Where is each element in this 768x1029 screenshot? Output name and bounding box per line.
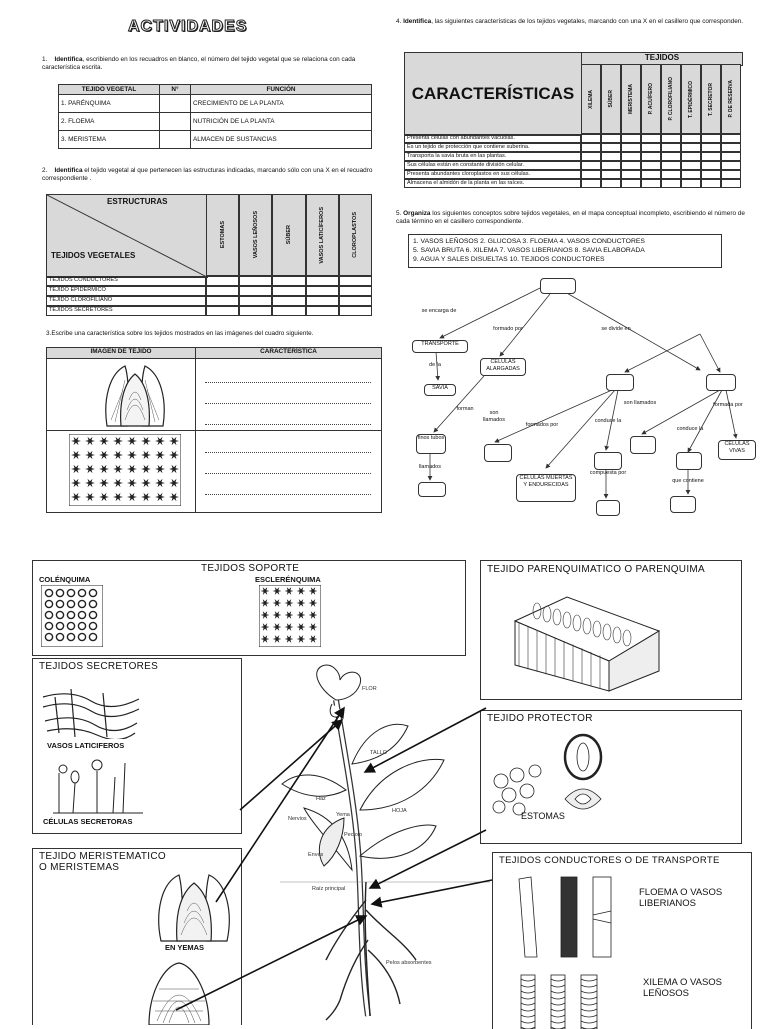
meristem-bud-image	[151, 869, 237, 943]
plant-label-pelos: Pelos absorbentes	[386, 960, 432, 966]
stomata-image	[489, 727, 649, 819]
q4-checkbox-cell[interactable]	[721, 179, 741, 188]
concept-map	[400, 272, 760, 528]
plant-label-tallo: TALLO	[370, 750, 388, 756]
map-empty-box[interactable]	[706, 374, 736, 391]
box-title: TEJIDOS SOPORTE	[201, 563, 300, 574]
q4-checkbox-cell[interactable]	[601, 179, 621, 188]
q3-table	[46, 347, 382, 513]
map-empty-box[interactable]	[484, 444, 512, 462]
q2-checkbox-cell[interactable]	[306, 286, 339, 296]
question-3: 3.Escribe una característica sobre los tejidos mostrados en las imágenes del cuadro siguiente.	[46, 330, 314, 337]
q4-checkbox-cell[interactable]	[701, 152, 721, 161]
sclerenchyma-image	[69, 434, 181, 506]
q1-funcion: CRECIMIENTO DE LA PLANTA	[191, 95, 372, 113]
map-empty-box[interactable]	[670, 496, 696, 513]
q4-checkbox-cell[interactable]	[601, 134, 621, 143]
question-4: 4. Identifica, las siguientes características de los tejidos vegetales, marcando con una X en el casillero que corresponden.	[396, 18, 744, 25]
map-link-label: formados por	[525, 422, 559, 428]
map-link-label: formado por	[493, 326, 523, 332]
q2-row-label: TEJIDOS CONDUCTORES	[46, 276, 206, 286]
q4-checkbox-cell[interactable]	[621, 134, 641, 143]
q4-checkbox-cell[interactable]	[661, 170, 681, 179]
q2-column-header: VASOS LEÑOSOS	[239, 194, 272, 276]
map-empty-box[interactable]	[418, 482, 446, 497]
label-celulas-secretoras: CÉLULAS SECRETORAS	[43, 817, 133, 826]
map-link-label: se encarga de	[421, 308, 457, 314]
xylem-image	[517, 973, 627, 1029]
q1-num-field[interactable]	[160, 131, 191, 149]
box-parenquima	[480, 560, 742, 700]
box-tejidos-soporte	[32, 560, 466, 656]
plant-diagram	[240, 660, 490, 1024]
q1-num-field[interactable]	[160, 95, 191, 113]
plant-label-yema: Yema	[336, 812, 350, 818]
q4-checkbox-cell[interactable]	[621, 161, 641, 170]
q4-checkbox-cell[interactable]	[641, 143, 661, 152]
box-title: TEJIDO PROTECTOR	[487, 713, 593, 724]
q4-row-label: Sus células están en constante división celular.	[404, 161, 581, 170]
q1-funcion: NUTRICIÓN DE LA PLANTA	[191, 113, 372, 131]
worksheet-title: ACTIVIDADES	[128, 18, 248, 35]
q4-column-header: P. DE RESERVA	[721, 64, 741, 134]
plant-label-nervios: Nervios	[288, 816, 307, 822]
q3-answer-lines-1[interactable]	[197, 372, 379, 425]
map-empty-box[interactable]	[596, 500, 620, 516]
q4-checkbox-cell[interactable]	[581, 134, 601, 143]
q1-header-num: N°	[160, 85, 191, 95]
q1-table	[58, 84, 372, 149]
table-row	[59, 131, 372, 149]
box-conductores	[492, 852, 752, 1029]
q2-checkbox-cell[interactable]	[272, 276, 305, 286]
q2-corner-bottom: TEJIDOS VEGETALES	[51, 251, 136, 260]
map-empty-box[interactable]	[630, 436, 656, 454]
diagonal-line	[47, 195, 207, 277]
box-title: TEJIDOS SECRETORES	[39, 661, 159, 672]
q1-header-tejido: TEJIDO VEGETAL	[59, 85, 160, 95]
q4-checkbox-cell[interactable]	[701, 170, 721, 179]
q2-row-label: TEJIDO CLOROFILIANO	[46, 296, 206, 306]
map-node-celulas-alargadas: CÉLULAS ALARGADAS	[480, 358, 526, 376]
q4-table	[404, 52, 742, 202]
q4-checkbox-cell[interactable]	[701, 179, 721, 188]
q2-checkbox-cell[interactable]	[239, 306, 272, 316]
q4-checkbox-cell[interactable]	[661, 179, 681, 188]
q4-checkbox-cell[interactable]	[681, 179, 701, 188]
secretory-cells-image	[53, 753, 143, 815]
q4-row-label: Es un tejido de protección que contiene suberina.	[404, 143, 581, 152]
colenchyma-image	[41, 585, 103, 647]
box-protector	[480, 710, 742, 844]
map-node-celulas-vivas: CÉLULAS VIVAS	[718, 440, 756, 460]
q4-big-label: CARACTERÍSTICAS	[404, 52, 582, 136]
q1-tejido: 1. PARÉNQUIMA	[59, 95, 160, 113]
q4-checkbox-cell[interactable]	[661, 152, 681, 161]
q4-checkbox-cell[interactable]	[581, 152, 601, 161]
box-title: TEJIDO PARENQUIMATICO O PARENQUIMA	[487, 564, 705, 575]
q4-checkbox-cell[interactable]	[701, 143, 721, 152]
q2-column-header: CLOROPLASTOS	[339, 194, 372, 276]
q4-group-header: TEJIDOS	[581, 52, 743, 66]
concepts-line: 1. VASOS LEÑOSOS 2. GLUCOSA 3. FLOEMA 4. VASOS CONDUCTORES	[413, 238, 645, 245]
map-link-label: se divide en	[601, 326, 631, 332]
q2-checkbox-cell[interactable]	[339, 286, 372, 296]
map-empty-box[interactable]	[594, 452, 622, 470]
q4-checkbox-cell[interactable]	[681, 143, 701, 152]
label-estomas: ESTOMAS	[521, 811, 565, 821]
concepts-line: 9. AGUA Y SALES DISUELTAS 10. TEJIDOS CONDUCTORES	[413, 256, 605, 263]
map-empty-box[interactable]	[606, 374, 634, 391]
q4-column-header: P. ACUÍFERO	[641, 64, 661, 134]
map-link-label: llamados	[418, 464, 441, 470]
q4-checkbox-cell[interactable]	[581, 143, 601, 152]
q3-header-imagen: IMAGEN DE TEJIDO	[47, 348, 196, 359]
q3-header-caracteristica: CARACTERÍSTICA	[196, 348, 381, 359]
parenchyma-image	[507, 591, 667, 695]
q4-checkbox-cell[interactable]	[721, 143, 741, 152]
box-secretores	[32, 658, 242, 834]
concepts-line: 5. SAVIA BRUTA 6. XILEMA 7. VASOS LIBERIANOS 8. SAVIA ELABORADA	[413, 247, 645, 254]
q4-column-header: T. SECRETOR	[701, 64, 721, 134]
q2-column-header: VASOS LATICÍFEROS	[306, 194, 339, 276]
q4-checkbox-cell[interactable]	[681, 134, 701, 143]
q4-row-label: Almacena el almidón de la planta en las raíces.	[404, 179, 581, 188]
q2-checkbox-cell[interactable]	[206, 296, 239, 306]
plant-label-raiz: Raíz principal	[312, 886, 346, 892]
q4-checkbox-cell[interactable]	[621, 179, 641, 188]
label-esclerenquima: ESCLERÉNQUIMA	[255, 575, 321, 584]
q4-checkbox-cell[interactable]	[701, 134, 721, 143]
map-link-label: de la	[429, 362, 441, 368]
q4-checkbox-cell[interactable]	[661, 161, 681, 170]
q4-checkbox-cell[interactable]	[601, 143, 621, 152]
map-empty-box[interactable]	[676, 452, 702, 470]
q4-checkbox-cell[interactable]	[601, 161, 621, 170]
q2-checkbox-cell[interactable]	[206, 306, 239, 316]
question-5: 5. Organiza los siguientes conceptos sobre tejidos vegetales, en el mapa conceptual incompleto, escribiendo el número de cada término en el casillero correspondiente.	[396, 210, 745, 225]
map-link-label: son llamados	[623, 400, 657, 406]
q4-checkbox-cell[interactable]	[681, 161, 701, 170]
q4-column-header: SÚBER	[601, 64, 621, 134]
q2-checkbox-cell[interactable]	[272, 296, 305, 306]
label-vasos-laticiferos: VASOS LATICIFEROS	[47, 741, 125, 750]
q4-row-label: Transporta la savia bruta en las plantas.	[404, 152, 581, 161]
q4-checkbox-cell[interactable]	[621, 170, 641, 179]
plant-label-enves: Envés	[308, 852, 324, 858]
q4-checkbox-cell[interactable]	[641, 179, 661, 188]
q4-checkbox-cell[interactable]	[601, 152, 621, 161]
map-link-label: conduce la	[676, 426, 704, 432]
q4-checkbox-cell[interactable]	[681, 170, 701, 179]
q4-row-label: Presenta abundantes cloroplastos en sus células.	[404, 170, 581, 179]
q4-checkbox-cell[interactable]	[681, 152, 701, 161]
q2-checkbox-cell[interactable]	[239, 296, 272, 306]
label-floema: FLOEMA O VASOS LIBERIANOS	[639, 887, 723, 909]
q2-checkbox-cell[interactable]	[306, 276, 339, 286]
map-link-label: forman	[456, 406, 474, 412]
q1-tejido: 3. MERISTEMA	[59, 131, 160, 149]
q4-checkbox-cell[interactable]	[621, 143, 641, 152]
root-tip-image	[145, 961, 213, 1025]
map-link-label: conduce la	[594, 418, 622, 424]
q1-num-field[interactable]	[160, 113, 191, 131]
q4-column-header: XILEMA	[581, 64, 601, 134]
q4-checkbox-cell[interactable]	[721, 152, 741, 161]
box-title: TEJIDO MERISTEMATICO O MERISTEMAS	[39, 851, 166, 873]
plant-label-peciolo: Peciolo	[344, 832, 363, 838]
q4-checkbox-cell[interactable]	[581, 170, 601, 179]
q4-checkbox-cell[interactable]	[641, 161, 661, 170]
map-node-root[interactable]	[540, 278, 576, 294]
table-row	[59, 113, 372, 131]
q1-funcion: ALMACEN DE SUSTANCIAS	[191, 131, 372, 149]
map-node-finos-tubos: finos tubos	[416, 434, 446, 454]
plant-label-hoja: HOJA	[392, 808, 407, 814]
q4-checkbox-cell[interactable]	[721, 161, 741, 170]
q2-row-label: TEJIDOS SECRETORES	[46, 306, 206, 316]
q2-column-header: SÚBER	[272, 194, 305, 276]
meristem-image	[99, 360, 171, 428]
box-meristematico	[32, 848, 242, 1025]
box-title: TEJIDOS CONDUCTORES O DE TRANSPORTE	[499, 855, 720, 866]
q2-checkbox-cell[interactable]	[272, 286, 305, 296]
q2-checkbox-cell[interactable]	[339, 306, 372, 316]
q4-checkbox-cell[interactable]	[581, 161, 601, 170]
q4-checkbox-cell[interactable]	[661, 143, 681, 152]
q4-checkbox-cell[interactable]	[641, 134, 661, 143]
map-node-transporte: TRANSPORTE	[412, 340, 468, 353]
q2-checkbox-cell[interactable]	[239, 276, 272, 286]
q2-table	[46, 194, 372, 318]
q2-checkbox-cell[interactable]	[306, 306, 339, 316]
q2-checkbox-cell[interactable]	[339, 296, 372, 306]
question-2: 2. Identifica el tejido vegetal al que pertenecen las estructuras indicadas, marcando sólo con una X en el recuadro correspondiente .	[42, 167, 373, 182]
q4-checkbox-cell[interactable]	[661, 134, 681, 143]
phloem-image	[517, 875, 627, 959]
q4-column-header: MERISTEMA	[621, 64, 641, 134]
q4-checkbox-cell[interactable]	[721, 170, 741, 179]
q4-checkbox-cell[interactable]	[721, 134, 741, 143]
q1-header-funcion: FUNCIÓN	[191, 85, 372, 95]
q4-checkbox-cell[interactable]	[601, 170, 621, 179]
q4-row-label: Presenta células con abundantes vacuolas.	[404, 134, 581, 143]
q1-tejido: 2. FLOEMA	[59, 113, 160, 131]
q4-checkbox-cell[interactable]	[701, 161, 721, 170]
question-1: 1. Identifica, escribiendo en los recuadros en blanco, el número del tejido vegetal que se relaciona con cada característica escrita.	[42, 56, 356, 71]
q2-column-header: ESTOMAS	[206, 194, 239, 276]
label-colenquima: COLÉNQUIMA	[39, 575, 91, 584]
map-node-savia: SAVIA	[424, 384, 456, 396]
q2-checkbox-cell[interactable]	[206, 286, 239, 296]
label-xilema: XILEMA O VASOS LEÑOSOS	[643, 977, 723, 999]
map-link-label: compuesta por	[589, 470, 627, 476]
q4-checkbox-cell[interactable]	[581, 179, 601, 188]
label-en-yemas: EN YEMAS	[165, 943, 205, 952]
q4-checkbox-cell[interactable]	[641, 152, 661, 161]
map-link-label: formada por	[713, 402, 743, 408]
plant-label-flor: FLOR	[362, 686, 377, 692]
q2-corner	[46, 194, 208, 278]
q5-concepts-box	[408, 234, 722, 268]
q2-checkbox-cell[interactable]	[306, 296, 339, 306]
map-node-celulas-muertas: CÉLULAS MUERTAS Y ENDURECIDAS	[516, 474, 576, 502]
q4-checkbox-cell[interactable]	[621, 152, 641, 161]
table-row	[59, 95, 372, 113]
laticifer-image	[41, 687, 141, 739]
plant-label-haz: Haz	[316, 796, 326, 802]
map-link-label: son llamados	[482, 410, 505, 423]
q2-checkbox-cell[interactable]	[206, 276, 239, 286]
map-link-label: que contiene	[672, 478, 704, 484]
q2-checkbox-cell[interactable]	[339, 276, 372, 286]
q2-row-label: TEJIDO EPIDÉRMICO	[46, 286, 206, 296]
q4-column-header: P. CLOROFILIANO	[661, 64, 681, 134]
q2-checkbox-cell[interactable]	[272, 306, 305, 316]
q2-corner-top: ESTRUCTURAS	[107, 197, 168, 206]
q4-column-header: T. EPIDÉRMICO	[681, 64, 701, 134]
q4-checkbox-cell[interactable]	[641, 170, 661, 179]
q2-checkbox-cell[interactable]	[239, 286, 272, 296]
sclerenchyma-image	[259, 585, 321, 647]
q3-answer-lines-2[interactable]	[197, 442, 379, 495]
